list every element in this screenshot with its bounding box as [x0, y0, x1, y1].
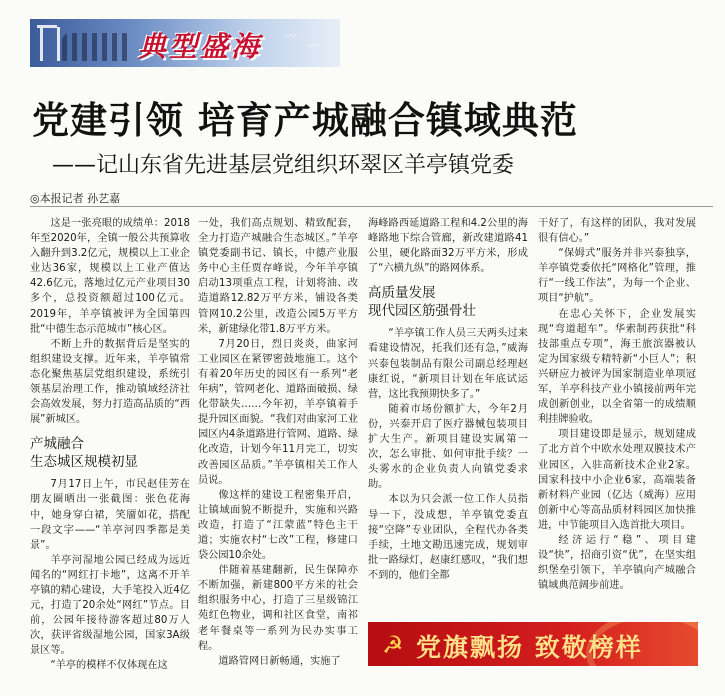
paragraph: “羊亭的模样不仅体现在这 [50, 660, 168, 672]
paragraph: 随着市场份额扩大，今年2月份，兴泰开启了医疗器械包装项目扩大生产。新项目建设实属第一次，怎么审批、如何审批手续？一头雾水的企业负责人向镇党委求助。 [368, 403, 528, 491]
banner-title: 典型盛海 [138, 30, 263, 63]
paragraph: 本以为只会派一位工作人员指导一下，没成想，羊亭镇党委直接“空降”专业团队，全程代办各类手续，土地文勘迅速完成，规划审批一路绿灯，赵康红感叹，“我们想不到的，他们全都 [368, 494, 528, 581]
section-heading-line: 产城融合 [30, 436, 84, 453]
section-heading [368, 284, 528, 320]
paragraph: 不断上升的数据背后是坚实的组织建设支撑。近年来，羊亭镇常态化聚焦基层党组织建设，系统引领基层治理工作，推动镇域经济社会高效发展，努力打造高品质的“西展”新城区。 [30, 338, 190, 426]
paragraph: 7月17日上午，市民赵佳芳在朋友圈晒出一张截图：张色花海中，她身穿白裙，笑靥如花，搭配一段文字——“羊亭河四季都是美景”。 [30, 479, 190, 551]
footer-banner [368, 622, 698, 666]
paragraph: 一处，我们高点规划、精致配套，全力打造产城融合生态城区。”羊亭镇党委副书记、镇长，中德产业服务中心主任贾存峰说，今年羊亭镇启动13项重点工程，计划将油、改造道路12.82万平方米，铺设各类管网10.2公里，改造公园5万平方米，新建绿化带1.8万平方米。 [198, 218, 358, 335]
article-column-4 [538, 216, 696, 614]
footer-banner-text: 党旗飘扬 致敬榜样 [416, 633, 643, 662]
section-heading-line: 生态城区规模初显 [30, 454, 138, 471]
section-heading-line: 高质量发展 [368, 285, 436, 302]
paragraph: 海峰路西延道路工程和4.2公里的海峰路地下综合管廊，新改建道路41公里，硬化路面32万平方米，形成了“六横九纵”的路网体系。 [368, 218, 528, 275]
paragraph: “羊亭镇工作人员三天两头过来看建设情况，托我们还有急，”威海兴泰包装制品有限公司副总经理赵康红说，“新项目计划在年底试运营，这比我预期快多了。” [368, 328, 528, 400]
paragraph: “保姆式”服务并非兴泰独享，羊亭镇党委依托“网格化”管理，推行“一线工作法”，为每一个企业、项目“护航”。 [538, 248, 696, 305]
section-heading [30, 435, 190, 471]
divider [30, 206, 713, 207]
paragraph: 伴随着基建翻新，民生保障亦不断加强，新建800平方米的社会组织服务中心，打造了三星级锦江苑红色物业，调和社区食堂，南祁老年餐桌等一系列为民办实事工程。 [198, 565, 358, 652]
article-column-1 [30, 216, 190, 694]
subheadline: ——记山东省先进基层党组织环翠区羊亭镇党委 [52, 153, 515, 178]
article-column-2 [198, 216, 358, 694]
paragraph: 在忠心关怀下，企业发展实现“弯道超车”。华索制药获批“科技部重点专项”，海王旅滨器被认定为国家级专精特新“小巨人”；积兴研应力被评为国家制造业单项冠军，羊亭科技产业小镇接前两年完成创新创业，以全省第一的成绩顺利挂牌验收。 [538, 308, 696, 426]
bird-icon: 〰 [285, 29, 298, 43]
bird-icon: 〰 [308, 39, 321, 53]
paragraph: 7月20日，烈日炎炎，曲家河工业园区在紧锣密鼓地施工。这个有着20年历史的园区有一系列“老年病”，管网老化、道路面破损、绿化带缺失……今年初，羊亭镇着手提升园区面貌。“我们对曲家河工业园区内4条道路进行管网、道路、绿化改造，计划今年11月完工，切实改善园区品质。”羊亭镇相关工作人员说。 [198, 338, 358, 486]
paragraph: 羊亭河湿地公园已经成为远近闻名的“网红打卡地”，这离不开羊亭镇的精心建设，大手笔投入近4亿元，打造了20余处“网红”节点。目前，公园年接待游客超过80万人次，获评省级湿地公园，国家3A级景区等。 [30, 554, 190, 657]
paragraph: 道路管网日新畅通，实施了 [218, 655, 341, 667]
crowd-graphic [62, 33, 132, 61]
party-emblem-icon: ☭ [382, 631, 404, 659]
paragraph: 项目建设即是显示，规划建成了北方首个中欧水处理双膜技术产业园区，入驻高新技术企业2家。国家科技中小企业6家，高端装备新材料产业园（亿达（威海）应用创新中心等高品质材料园区加快推进，中节能项目入选首批大项目。 [538, 429, 696, 531]
article-column-3 [368, 216, 528, 614]
headline: 党建引领 培育产城融合镇域典范 [32, 99, 578, 142]
paragraph: 像这样的建设工程密集开启，让镇域面貌不断提升，实施和兴路改造，打造了“江蒙蓝”特色主干道；实施农村“七改”工程，修建口袋公园10余处。 [198, 489, 358, 562]
section-banner [30, 19, 340, 67]
paragraph: 这是一张亮眼的成绩单：2018年至2020年，全镇一般公共预算收入翻升到3.2亿元，规模以上工业企业达36家，规模以上工业产值达42.6亿元，落地过亿元产业项目30多个，总投资额超过100亿元。2019年，羊亭镇被评为全国第四批“中德生态示范城市”核心区。 [30, 218, 190, 335]
section-heading-line: 现代园区筋强骨壮 [368, 303, 476, 320]
paragraph: 经济运行“稳”、项目建设“快”，招商引资“优”，在坚实组织堡垒引领下，羊亭镇向产城融合镇域典范阔步前进。 [538, 534, 696, 592]
gate-graphic [40, 27, 60, 61]
paragraph: 干好了，有这样的团队，我对发展很有信心。” [538, 218, 696, 245]
byline: ◎本报记者 孙艺嘉 [30, 192, 121, 205]
